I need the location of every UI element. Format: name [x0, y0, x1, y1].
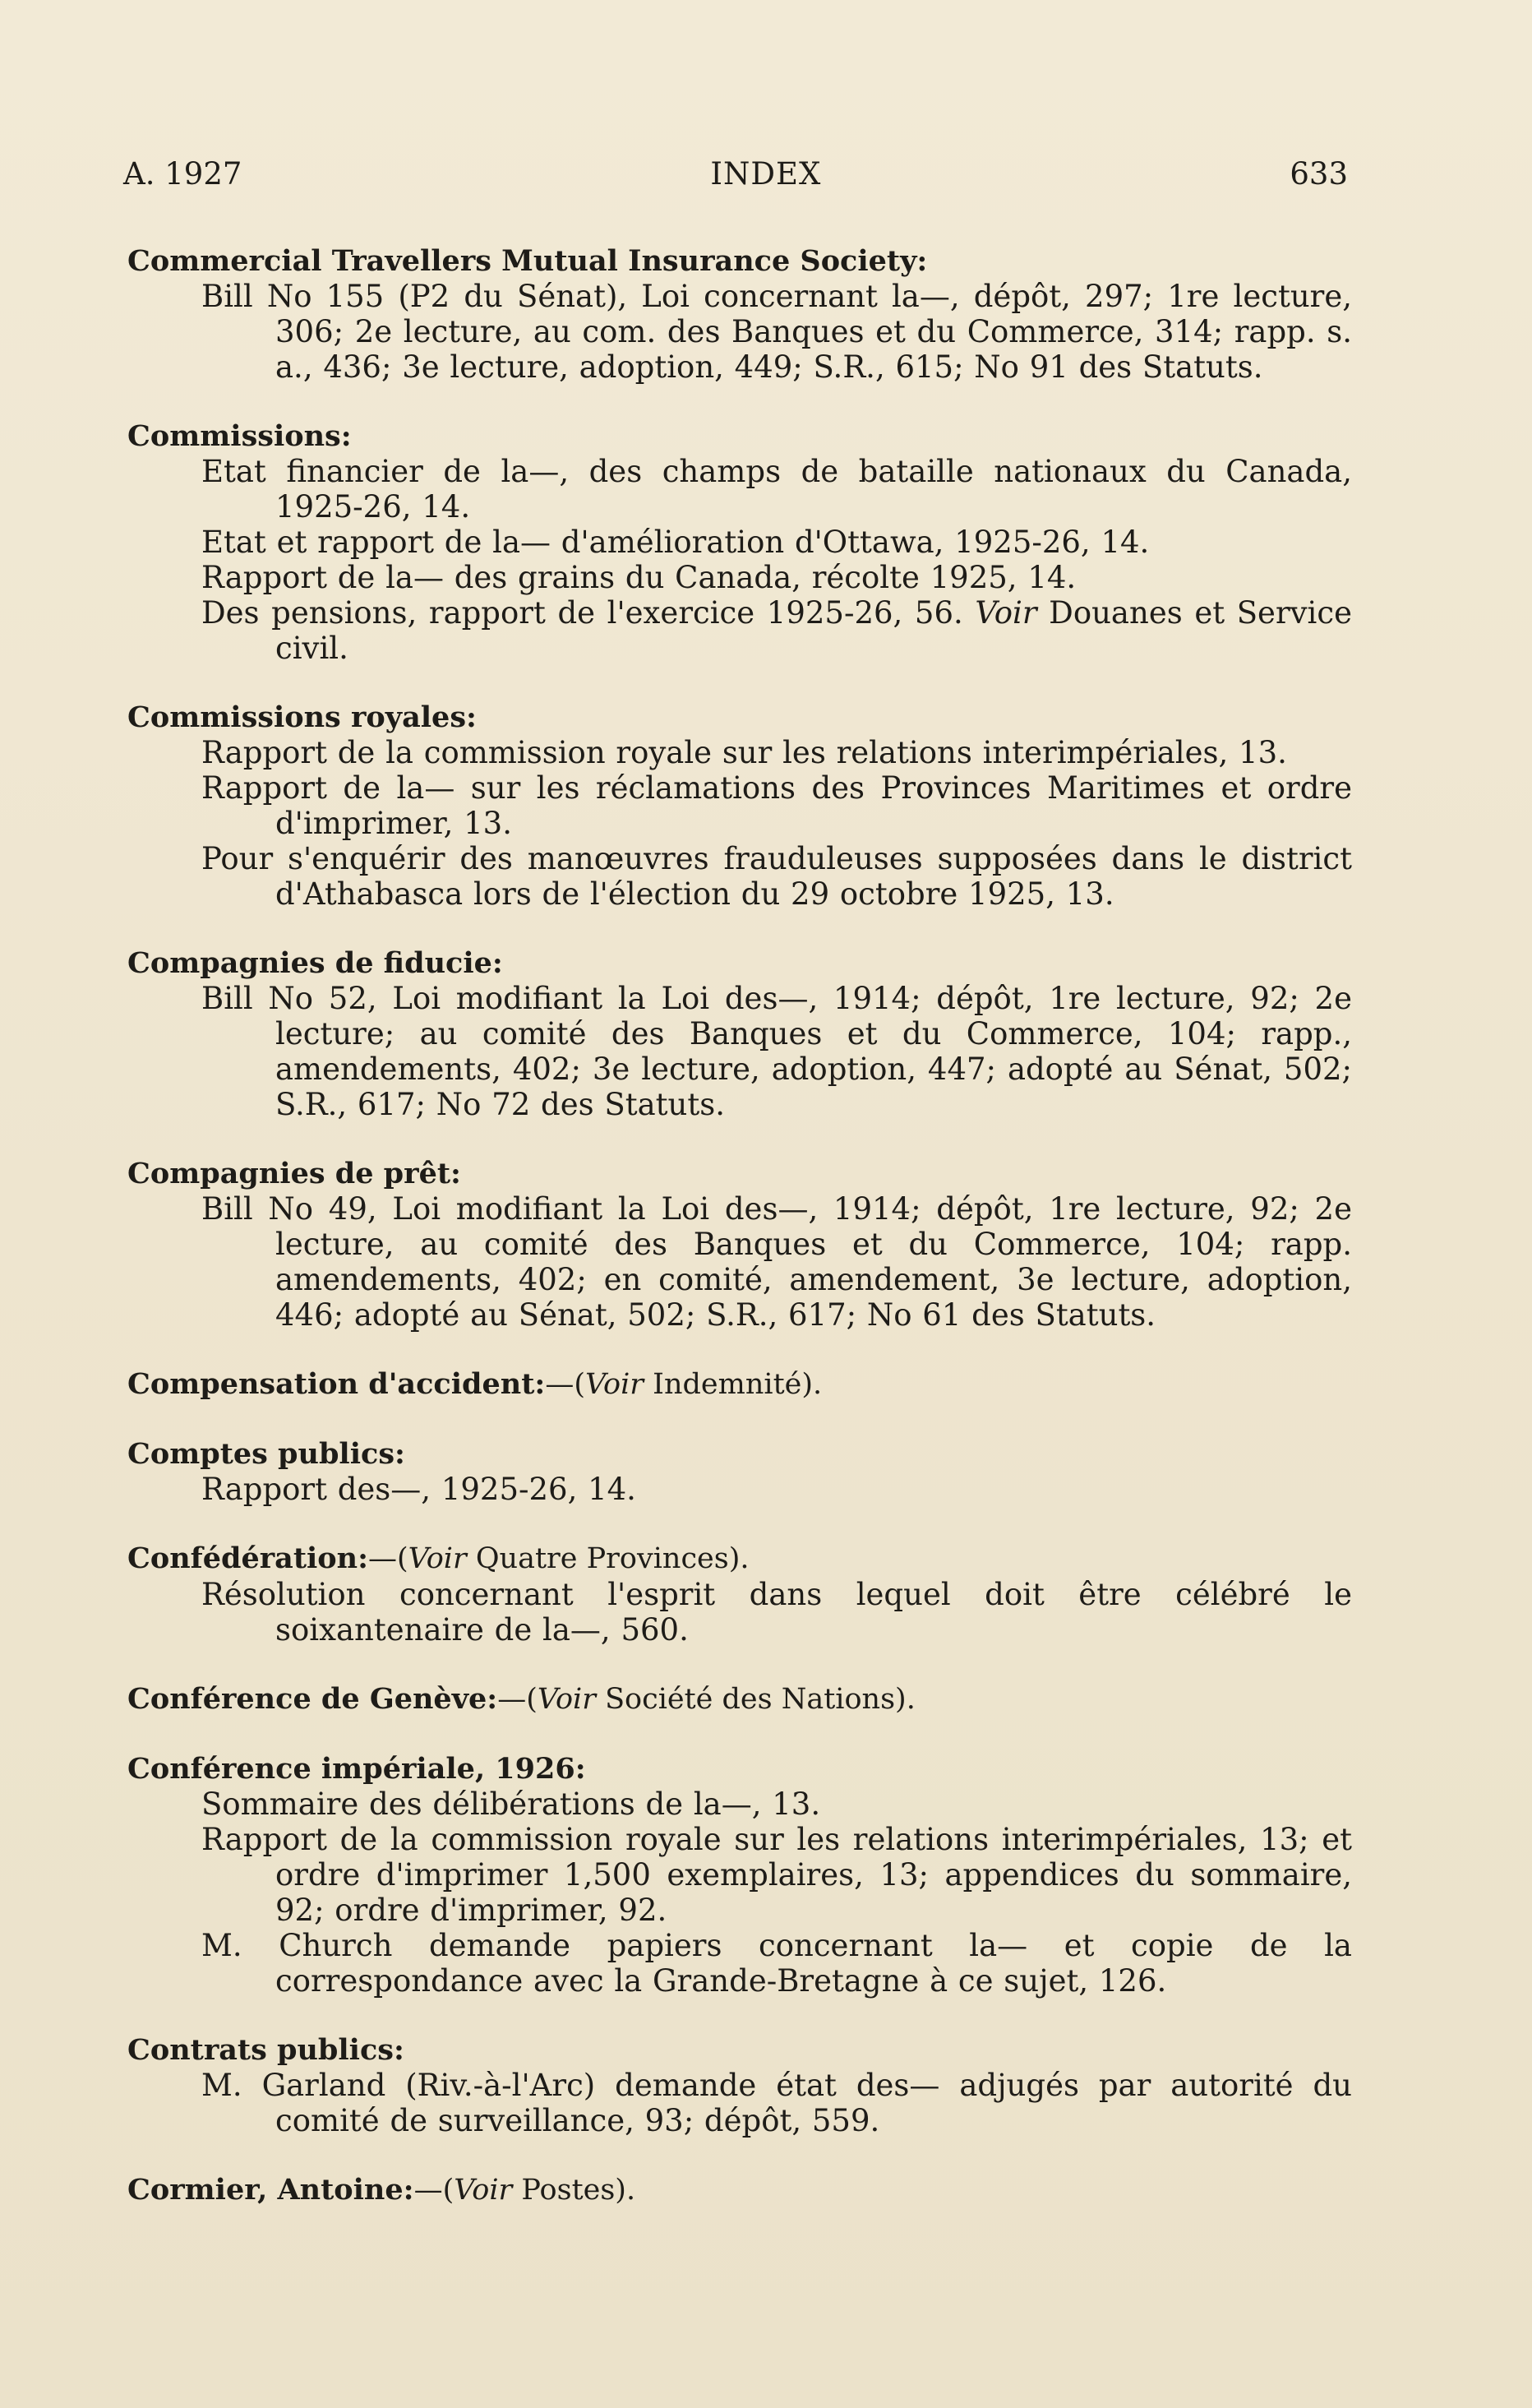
entry-subitem: M. Garland (Riv.-à-l'Arc) demande état des— adjugés par autorité du comité de surveillance, 93; dépôt, 559.: [201, 2068, 1352, 2138]
entry-heading: Conférence impériale, 1926:: [127, 1752, 586, 1786]
entry-subitem: Bill No 49, Loi modifiant la Loi des—, 1914; dépôt, 1re lecture, 92; 2e lecture, au comité des Banques et du Commerce, 104; rapp. amendements, 402; en comité, amendement, 3e lecture, adoption, 446; adopté au Sénat, 502; S.R., 617; No 61 des Statuts.: [201, 1191, 1352, 1333]
index-entry: [127, 1436, 1352, 1507]
see-open: —(: [413, 2174, 455, 2207]
voir-reference: Voir: [975, 595, 1037, 631]
see-reference: [497, 1683, 916, 1716]
running-head: [123, 156, 1348, 192]
entry-subitem: Rapport de la commission royale sur les relations interimpériales, 13; et ordre d'imprimer 1,500 exemplaires, 13; appendices du sommaire, 92; ordre d'imprimer, 92.: [201, 1822, 1352, 1928]
index-entry: [127, 1541, 1352, 1648]
voir-reference: Voir: [584, 1368, 644, 1401]
see-target: Indemnité).: [644, 1368, 823, 1401]
entry-subitem: Etat financier de la—, des champs de bataille nationaux du Canada, 1925-26, 14.: [201, 454, 1352, 525]
voir-reference: Voir: [537, 1683, 596, 1716]
entry-heading: Comptes publics:: [127, 1437, 405, 1471]
entry-subitem: Rapport de la commission royale sur les relations interimpériales, 13.: [201, 735, 1287, 770]
index-entry: [127, 1156, 1352, 1333]
entry-subitem: Bill No 155 (P2 du Sénat), Loi concernant la—, dépôt, 297; 1re lecture, 306; 2e lecture, au com. des Banques et du Commerce, 314; rapp. s. a., 436; 3e lecture, adoption, 449; S.R., 615; No 91 des Statuts.: [201, 279, 1352, 385]
index-entry: [127, 243, 1352, 385]
index-entry: [127, 1366, 1352, 1403]
heading-text: Compensation d'accident:: [127, 1367, 546, 1401]
index-entry: [127, 2032, 1352, 2138]
subitem-text: Douanes et Service civil.: [275, 595, 1352, 666]
index-entry: [127, 418, 1352, 666]
see-reference: [368, 1542, 750, 1575]
entry-heading: [127, 1541, 1352, 1577]
see-target: Quatre Provinces).: [466, 1542, 750, 1575]
voir-reference: Voir: [454, 2174, 513, 2207]
index-entry: [127, 1681, 1352, 1717]
index-entry: [127, 700, 1352, 912]
entry-subitem: Rapport des—, 1925-26, 14.: [201, 1472, 636, 1507]
see-reference: [545, 1368, 822, 1401]
index-entry: [127, 945, 1352, 1122]
header-title: INDEX: [710, 156, 822, 192]
page-number: 633: [1290, 156, 1348, 192]
index-entry: [127, 2172, 1352, 2208]
entry-subitem: Sommaire des délibérations de la—, 13.: [201, 1786, 821, 1822]
entry-subitem: Rapport de la— des grains du Canada, récolte 1925, 14.: [201, 560, 1077, 595]
entry-heading: Commercial Travellers Mutual Insurance Society:: [127, 244, 928, 278]
subitem-text: Des pensions, rapport de l'exercice 1925-26, 56.: [201, 595, 963, 631]
index-entry: [127, 1751, 1352, 1999]
see-target: Société des Nations).: [595, 1683, 916, 1716]
entry-subitem: Bill No 52, Loi modifiant la Loi des—, 1914; dépôt, 1re lecture, 92; 2e lecture; au comité des Banques et du Commerce, 104; rapp., amendements, 402; 3e lecture, adoption, 447; adopté au Sénat, 502; S.R., 617; No 72 des Statuts.: [201, 981, 1352, 1122]
heading-text: Cormier, Antoine:: [127, 2173, 414, 2207]
heading-text: Confédération:: [127, 1541, 369, 1575]
see-open: —(: [497, 1683, 538, 1716]
entry-subitem: Pour s'enquérir des manœuvres frauduleuses supposées dans le district d'Athabasca lors de l'élection du 29 octobre 1925, 13.: [201, 841, 1352, 912]
entry-subitem: Etat et rapport de la— d'amélioration d'Ottawa, 1925-26, 14.: [201, 525, 1150, 560]
index-content: [127, 243, 1352, 2242]
entry-subitem: [127, 595, 1352, 666]
entry-heading: Contrats publics:: [127, 2033, 404, 2067]
see-reference: [414, 2174, 636, 2207]
see-open: —(: [368, 1542, 408, 1575]
entry-heading: Compagnies de prêt:: [127, 1157, 461, 1190]
entry-subitem: M. Church demande papiers concernant la— et copie de la correspondance avec la Grande-Bretagne à ce sujet, 126.: [201, 1928, 1352, 1999]
voir-reference: Voir: [408, 1542, 467, 1575]
entry-heading: [127, 1366, 1352, 1403]
entry-subitem: Rapport de la— sur les réclamations des Provinces Maritimes et ordre d'imprimer, 13.: [201, 770, 1352, 841]
entry-heading: Commissions royales:: [127, 700, 477, 734]
entry-subitem: Résolution concernant l'esprit dans lequel doit être célébré le soixantenaire de la—, 560.: [201, 1577, 1352, 1648]
see-open: —(: [545, 1368, 585, 1401]
entry-heading: [127, 2172, 1352, 2208]
entry-heading: [127, 1681, 1352, 1717]
header-year: A. 1927: [123, 156, 242, 192]
entry-heading: Compagnies de fiducie:: [127, 946, 503, 980]
see-target: Postes).: [512, 2174, 636, 2207]
heading-text: Conférence de Genève:: [127, 1682, 498, 1716]
entry-heading: Commissions:: [127, 419, 352, 453]
